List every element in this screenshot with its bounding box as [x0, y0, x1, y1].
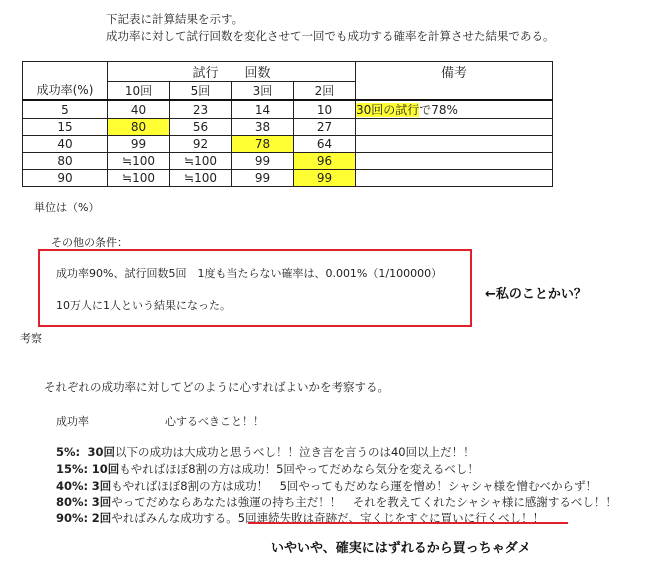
value-cell: ≒100 — [170, 153, 232, 170]
advice-line — [56, 444, 475, 460]
rate-cell: 80 — [23, 153, 108, 170]
advice-header-mindset: 心するべきこと！！ — [165, 415, 264, 428]
advice-text: やってだめならあなたは強運の持ち主だ！！ それを教えてくれたシャシャ様に感謝するべし！！ — [111, 495, 617, 509]
advice-count: 2回 — [91, 511, 112, 525]
value-cell: 27 — [294, 119, 356, 136]
conditions-heading: その他の条件： — [51, 236, 128, 249]
advice-header-rate: 成功率 — [56, 415, 89, 428]
rate-cell: 5 — [23, 100, 108, 119]
results-table — [22, 61, 553, 187]
conditions-line-2: 10万人に1人という結果になった。 — [56, 299, 231, 312]
value-cell: 38 — [232, 119, 294, 136]
value-cell-highlight: 99 — [294, 170, 356, 187]
note-header: 備考 — [356, 62, 553, 101]
table-row — [23, 170, 553, 187]
value-cell: 64 — [294, 136, 356, 153]
value-cell: 14 — [232, 100, 294, 119]
advice-text: 以下の成功は大成功と思うべし！！泣き言を言うのは40回以上だ！！ — [114, 445, 475, 459]
advice-line — [56, 494, 617, 510]
rate-header: 成功率(%) — [23, 62, 108, 101]
intro-line-1: 下記表に計算結果を示す。 — [106, 12, 244, 26]
note-cell — [356, 119, 553, 136]
rate-cell: 15 — [23, 119, 108, 136]
note-highlight: 30回の試行 — [356, 103, 420, 117]
trials-header: 試行 回数 — [108, 62, 356, 82]
advice-rate: 80%: — [56, 495, 89, 509]
red-underline — [248, 522, 568, 524]
consideration-label: 考察 — [20, 332, 42, 345]
advice-count: 3回 — [91, 479, 112, 493]
value-cell: ≒100 — [108, 170, 170, 187]
col-header-2: 2回 — [294, 82, 356, 101]
value-cell: 92 — [170, 136, 232, 153]
advice-count: 30回 — [87, 445, 115, 459]
note-rest: で78% — [419, 103, 458, 117]
value-cell: 99 — [232, 170, 294, 187]
note-cell — [356, 100, 553, 119]
intro-line-2: 成功率に対して試行回数を変化させて一回でも成功する確率を計算させた結果である。 — [106, 29, 555, 43]
advice-text: もやればほぼ8割の方は成功！5回やってだめなら気分を変えるべし！ — [119, 462, 479, 476]
value-cell-highlight: 78 — [232, 136, 294, 153]
value-cell: ≒100 — [170, 170, 232, 187]
advice-line — [56, 461, 479, 477]
rate-cell: 90 — [23, 170, 108, 187]
advice-rate: 40%: — [56, 479, 89, 493]
note-cell — [356, 170, 553, 187]
rate-cell: 40 — [23, 136, 108, 153]
advice-line — [56, 478, 597, 494]
value-cell: 40 — [108, 100, 170, 119]
advice-rate: 15%: — [56, 462, 89, 476]
advice-rate: 5%: — [56, 445, 81, 459]
value-cell: 99 — [108, 136, 170, 153]
note-cell — [356, 153, 553, 170]
value-cell-highlight: 80 — [108, 119, 170, 136]
table-row — [23, 100, 553, 119]
side-comment: ←私のことかい？ — [485, 287, 587, 302]
advice-count: 3回 — [91, 495, 112, 509]
col-header-3: 3回 — [232, 82, 294, 101]
advice-rate: 90%: — [56, 511, 89, 525]
value-cell: 99 — [232, 153, 294, 170]
note-cell — [356, 136, 553, 153]
advice-count: 10回 — [91, 462, 120, 476]
col-header-5: 5回 — [170, 82, 232, 101]
value-cell: 10 — [294, 100, 356, 119]
table-row — [23, 153, 553, 170]
consideration-intro: それぞれの成功率に対してどのように心すればよいかを考察する。 — [44, 380, 389, 394]
value-cell: 23 — [170, 100, 232, 119]
unit-note: 単位は（%） — [34, 201, 100, 214]
conditions-line-1: 成功率90%、試行回数5回 1度も当たらない確率は、0.001%（1/100000） — [56, 267, 443, 280]
advice-text: もやればほぼ8割の方は成功！ 5回やってもだめなら運を憎め！シャシャ様を憎むべからず！ — [111, 479, 597, 493]
col-header-10: 10回 — [108, 82, 170, 101]
table-row — [23, 136, 553, 153]
value-cell: ≒100 — [108, 153, 170, 170]
value-cell-highlight: 96 — [294, 153, 356, 170]
conditions-box — [38, 249, 472, 327]
advice-text: やればみんな成功する。5回連続失敗は奇跡だ、宝くじをすぐに買いに行くべし！！ — [111, 511, 545, 525]
table-row — [23, 119, 553, 136]
value-cell: 56 — [170, 119, 232, 136]
final-comment: いやいや、確実にはずれるから買っちゃダメ — [271, 541, 531, 556]
